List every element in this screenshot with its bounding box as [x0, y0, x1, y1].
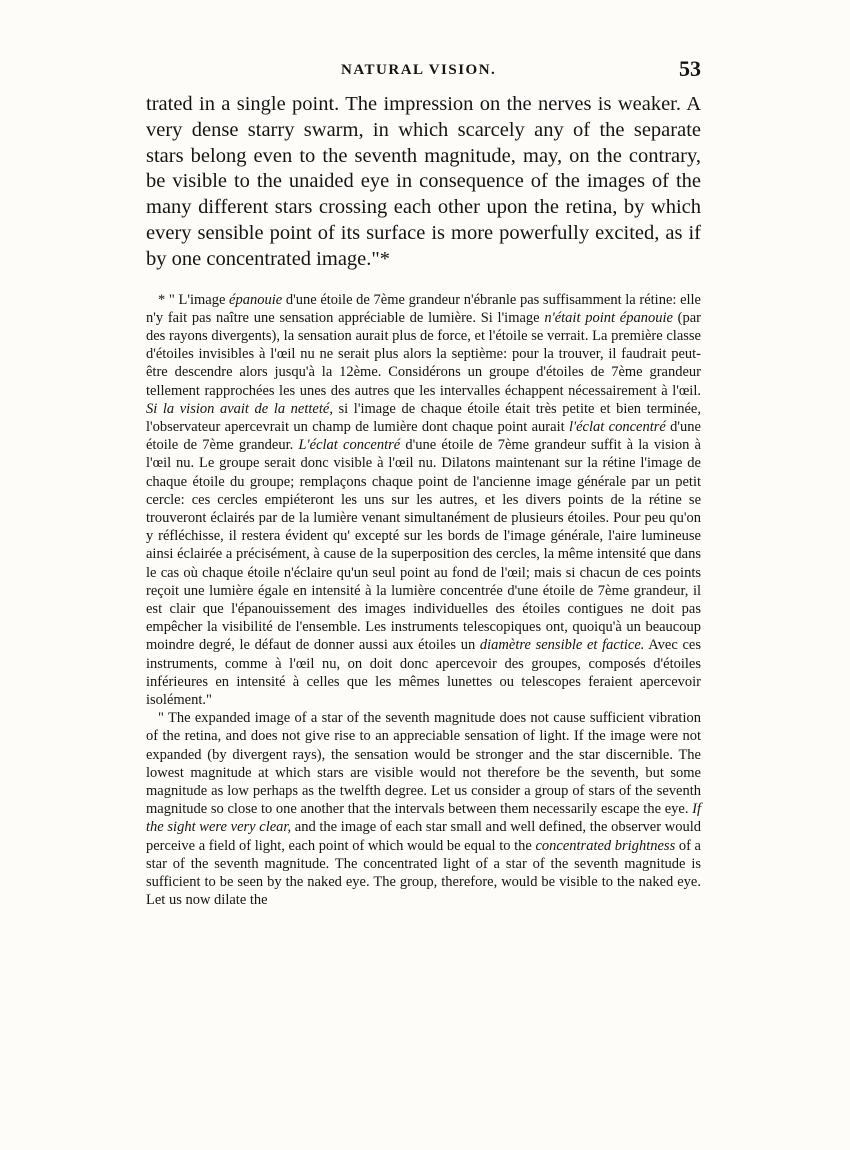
footnote-english	[146, 709, 701, 909]
footnote-french	[146, 291, 701, 710]
running-title: NATURAL VISION.	[341, 62, 497, 78]
fn-fr-italic-6: diamètre sensible et factice.	[479, 637, 645, 654]
fn-fr-text-1: * " L'image	[158, 291, 230, 308]
book-page	[146, 56, 701, 909]
fn-fr-italic-1: épanouie	[229, 291, 283, 308]
fn-fr-text-4: si l'image de chaque étoile était très petite et bien terminée, l'observateur apercevrait un champ de lumière dont chaque point aurait	[146, 400, 701, 435]
fn-fr-italic-2: n'était point épanouie	[544, 309, 673, 326]
main-paragraph: trated in a single point. The impression on the nerves is weaker. A very dense starry swarm, in which scarcely any of the separate stars belong even to the seventh magnitude, may, on the contrary, be visible to the unaided eye in consequence of the images of the many different stars crossing each other upon the retina, by which every sensible point of its surface is more powerfully excited, as if by one concentrated image."*	[146, 93, 701, 270]
fn-fr-italic-3: Si la vision avait de la netteté,	[146, 400, 333, 417]
fn-en-italic-2: concentrated brightness	[535, 837, 676, 854]
fn-fr-italic-5: L'éclat concentré	[298, 437, 401, 454]
fn-fr-text-5: d'une étoile de 7ème grandeur.	[146, 419, 701, 454]
fn-en-text-3: of a star of the seventh magnitude. The concentrated light of a star of the seventh magnitude is sufficient to be seen by the naked eye. The group, therefore, would be visible to the naked eye. Let us now dilate the	[146, 837, 701, 909]
fn-fr-text-2: d'une étoile de 7ème grandeur n'ébranle pas suffisamment la rétine: elle n'y fait pas naître une sensation appréciable de lumière. Si l'image	[146, 291, 701, 326]
fn-en-text-1: " The expanded image of a star of the seventh magnitude does not cause sufficient vibration of the retina, and does not give rise to an appreciable sensation of light. If the image were not expanded (by divergent rays), the sensation would be stronger and the star discernible. The lowest magnitude at which stars are visible would not therefore be the seventh, but some magnitude as low perhaps as the twelfth degree. Let us consider a group of stars of the seventh magnitude so close to one another that the intervals between them necessarily escape the eye.	[146, 710, 701, 818]
running-header	[146, 56, 701, 86]
fn-fr-text-3: (par des rayons divergents), la sensation aurait plus de force, et l'étoile se verrait. La première classe d'étoiles invisibles à l'œil nu ne serait plus alors la septième: pour la trouver, il faudrait peut-être descendre alors jusqu'à la 12ème. Considérons un groupe d'étoiles de 7ème grandeur tellement rapprochées les unes des autres que les intervalles échappent nécessairement à l'œil.	[146, 309, 702, 399]
fn-fr-text-6: d'une étoile de 7ème grandeur suffit à la vision à l'œil nu. Le groupe serait donc visible à l'œil nu. Dilatons maintenant sur la rétine l'image de chaque étoile du groupe; remplaçons chaque point de l'ancienne image générale par un petit cercle: ces cercles empiéteront les uns sur les autres, et les divers points de la rétine se trouveront éclairés par de la lumière venant simultanément de plusieurs étoiles. Pour peu qu'on y réfléchisse, il restera évident qu' excepté sur les bords de l'image générale, l'aire lumineuse ainsi éclairée a précisément, à cause de la superposition des cercles, la même intensité que dans le cas où chaque étoile n'éclaire qu'un seul point au fond de l'œil; mais si chacun de ces points reçoit une lumière égale en intensité à la lumière concentrée d'une étoile de 7ème grandeur, il est clair que l'épanouissement des images individuelles des étoiles contigues ne doit pas empêcher la visibilité de l'ensemble. Les instruments telescopiques ont, quoiqu'à un beaucoup moindre degré, le défaut de donner aussi aux étoiles un	[146, 437, 701, 654]
fn-en-text-2: and the image of each star small and well defined, the observer would perceive a field of light, each point of which would be equal to the	[146, 819, 701, 854]
page-number: 53	[679, 56, 701, 81]
fn-fr-italic-4: l'éclat concentré	[568, 419, 666, 435]
fn-en-italic-1: If the sight were very clear,	[146, 801, 701, 836]
fn-fr-text-7: Avec ces instruments, comme à l'œil nu, on doit donc apercevoir des groupes, composés d'étoiles inférieures en intensité à celles que les mêmes lunettes ou telescopes feraient apercevoir isolément."	[146, 637, 702, 709]
